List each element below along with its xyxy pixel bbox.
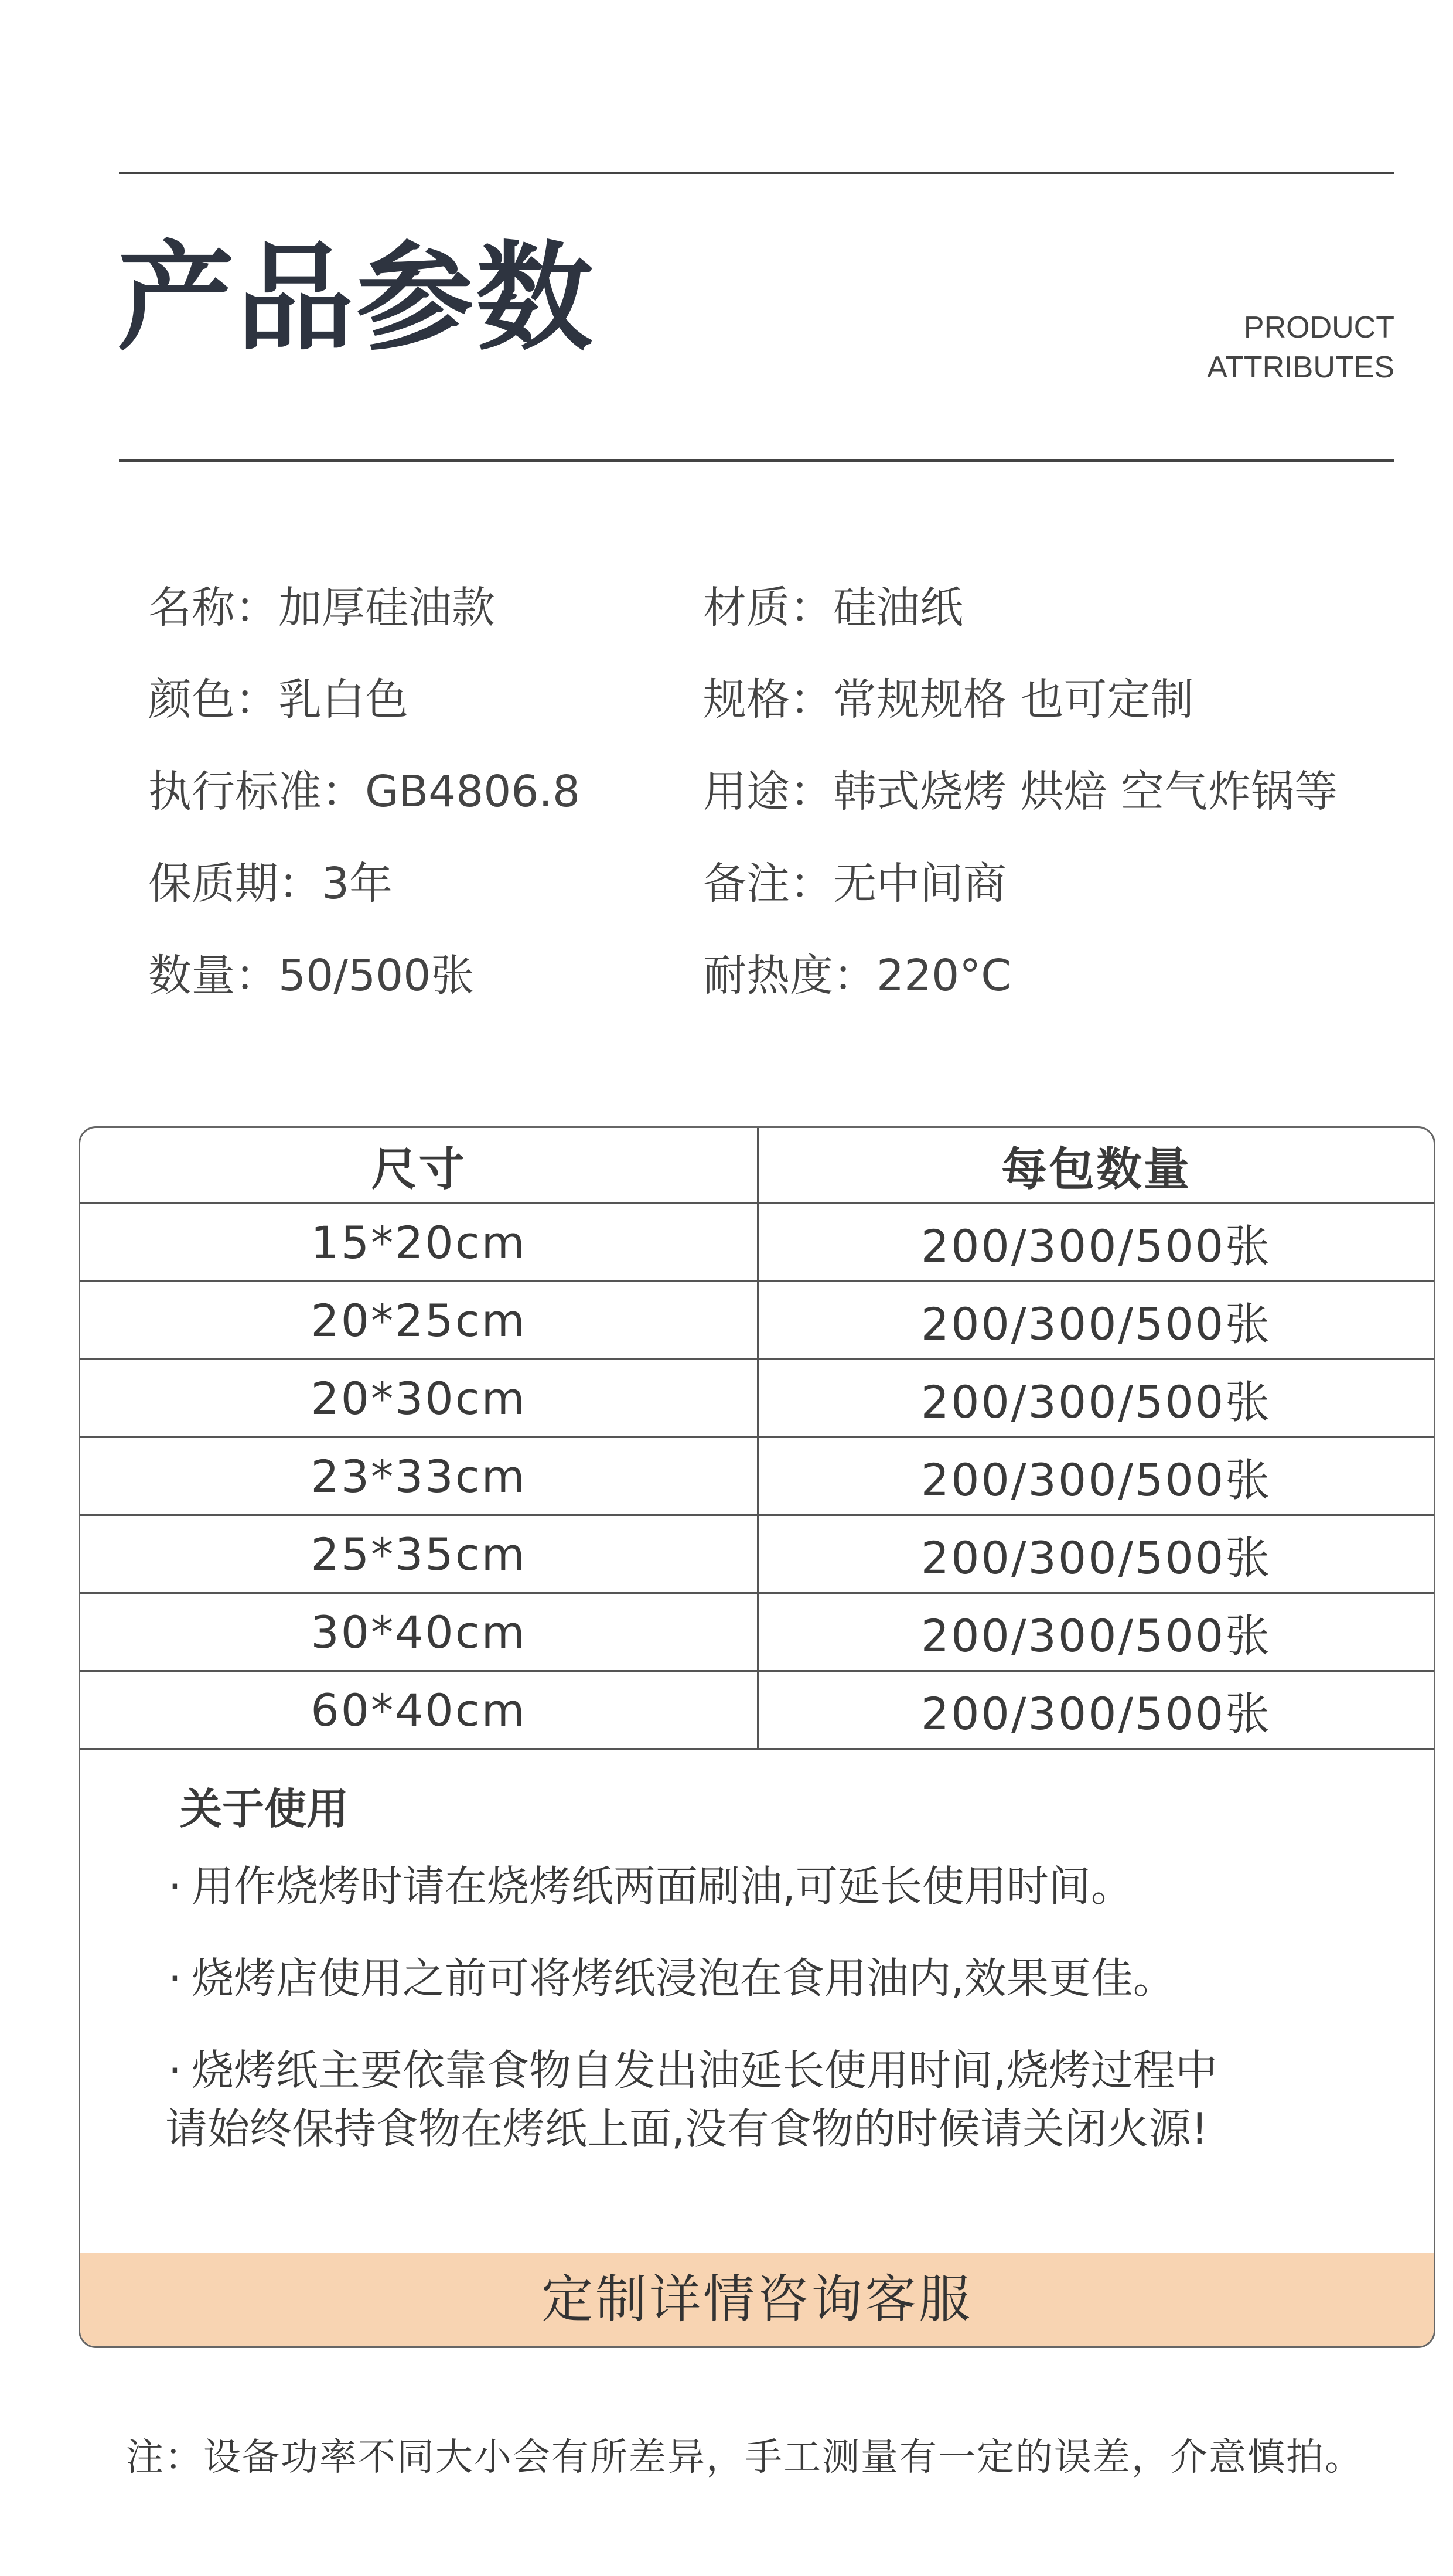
- size-table-card: [79, 1126, 1435, 2348]
- quantity-cell: 200/300/500张: [758, 1437, 1434, 1515]
- size-cell: 60*40cm: [80, 1671, 758, 1749]
- size-cell: 30*40cm: [80, 1593, 758, 1671]
- table-row: [80, 1515, 1434, 1593]
- size-cell: 25*35cm: [80, 1515, 758, 1593]
- attr-shelf-life: 保质期：3年: [148, 858, 393, 909]
- attr-color: 颜色：乳白色: [148, 674, 408, 725]
- table-row: [80, 1671, 1434, 1749]
- bullet-icon: ·: [168, 2046, 182, 2095]
- size-cell: 20*25cm: [80, 1282, 758, 1359]
- usage-item: [168, 2046, 1217, 2095]
- usage-item-text: 用作烧烤时请在烧烤纸两面刷油,可延长使用时间。: [192, 1862, 1133, 1911]
- subtitle-line-2: ATTRIBUTES: [1207, 350, 1394, 384]
- usage-item-continuation: 请始终保持食物在烤纸上面,没有食物的时候请关闭火源!: [165, 2104, 1208, 2154]
- subtitle-line-1: PRODUCT: [1243, 311, 1394, 345]
- attr-spec: 规格：常规规格 也可定制: [703, 674, 1194, 725]
- attr-quantity: 数量：50/500张: [148, 950, 475, 1001]
- quantity-cell: 200/300/500张: [758, 1282, 1434, 1359]
- table-row: [80, 1593, 1434, 1671]
- attr-remark: 备注：无中间商: [703, 858, 1007, 909]
- size-cell: 20*30cm: [80, 1359, 758, 1437]
- usage-item: [168, 1862, 1133, 1911]
- size-table: [80, 1128, 1434, 1750]
- table-row: [80, 1204, 1434, 1282]
- usage-item-text: 烧烤店使用之前可将烤纸浸泡在食用油内,效果更佳。: [192, 1954, 1175, 2003]
- column-header-size: 尺寸: [80, 1128, 758, 1204]
- usage-item: [168, 1954, 1175, 2003]
- header-bottom-divider: [119, 459, 1394, 462]
- usage-item-text: 烧烤纸主要依靠食物自发出油延长使用时间,烧烤过程中: [192, 2046, 1217, 2095]
- size-cell: 15*20cm: [80, 1204, 758, 1282]
- attr-usage: 用途：韩式烧烤 烘焙 空气炸锅等: [703, 766, 1338, 817]
- table-row: [80, 1282, 1434, 1359]
- attr-standard: 执行标准：GB4806.8: [148, 766, 581, 817]
- quantity-cell: 200/300/500张: [758, 1359, 1434, 1437]
- page-title: 产品参数: [117, 230, 596, 367]
- size-cell: 23*33cm: [80, 1437, 758, 1515]
- top-divider: [119, 172, 1394, 174]
- usage-title: 关于使用: [180, 1784, 349, 1834]
- bullet-icon: ·: [168, 1954, 182, 2003]
- table-header-row: [80, 1128, 1434, 1204]
- attr-material: 材质：硅油纸: [703, 582, 963, 633]
- attr-heat-resistance: 耐热度：220°C: [703, 950, 1011, 1001]
- quantity-cell: 200/300/500张: [758, 1204, 1434, 1282]
- quantity-cell: 200/300/500张: [758, 1593, 1434, 1671]
- quantity-cell: 200/300/500张: [758, 1515, 1434, 1593]
- attr-name: 名称：加厚硅油款: [148, 582, 495, 633]
- table-row: [80, 1437, 1434, 1515]
- contact-service-banner[interactable]: 定制详情咨询客服: [80, 2253, 1434, 2346]
- footnote: 注：设备功率不同大小会有所差异，手工测量有一定的误差，介意慎拍。: [126, 2436, 1363, 2479]
- quantity-cell: 200/300/500张: [758, 1671, 1434, 1749]
- column-header-quantity: 每包数量: [758, 1128, 1434, 1204]
- table-row: [80, 1359, 1434, 1437]
- page-subtitle: [1207, 308, 1394, 387]
- bullet-icon: ·: [168, 1862, 182, 1911]
